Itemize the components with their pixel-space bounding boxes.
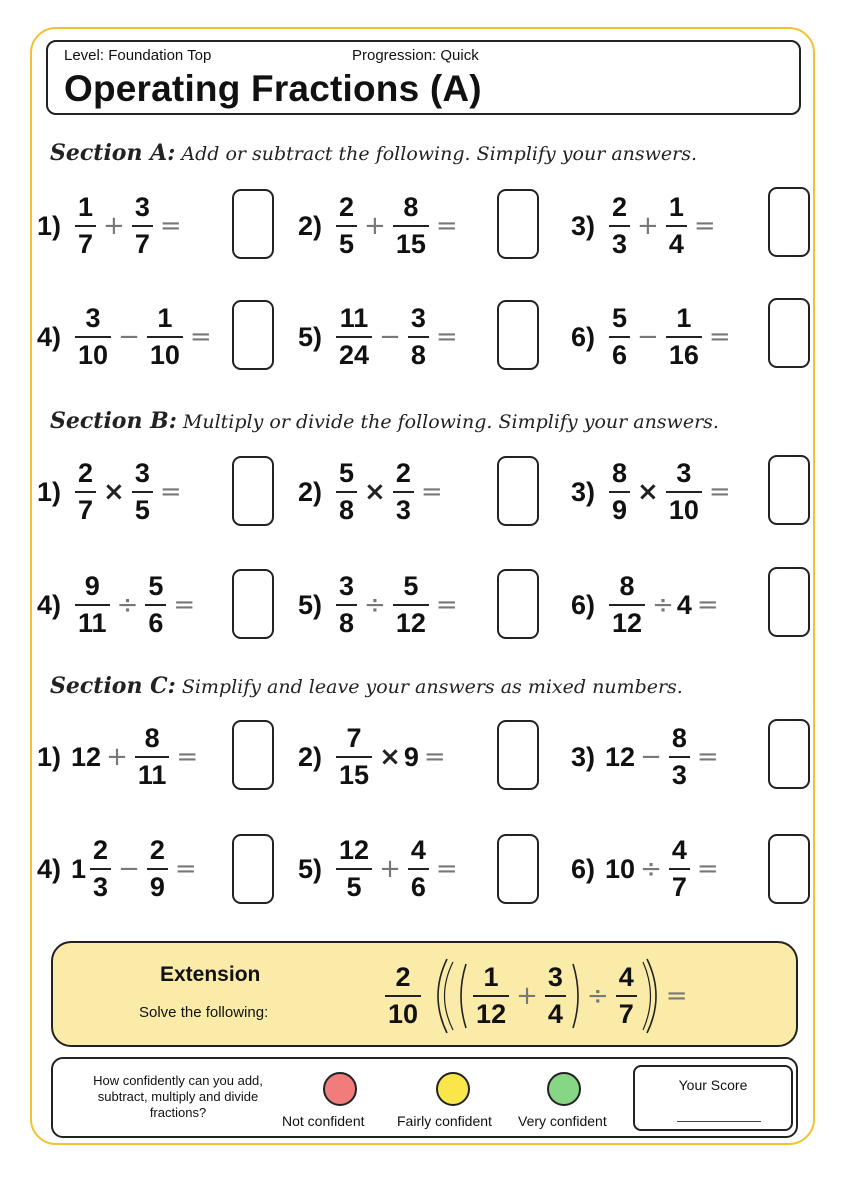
question-number: 3) — [571, 210, 596, 241]
multiply-sign: × — [364, 477, 386, 507]
question — [37, 829, 200, 909]
question-number: 2) — [298, 741, 323, 772]
question — [298, 717, 449, 797]
question — [298, 452, 446, 532]
equals-sign: = — [435, 322, 458, 352]
divide-sign: ÷ — [640, 854, 662, 884]
answer-box[interactable] — [768, 834, 810, 904]
equals-sign: = — [696, 854, 719, 884]
answer-box[interactable] — [232, 720, 274, 790]
equals-sign: = — [159, 211, 182, 241]
fraction-bar — [609, 225, 630, 227]
mixed-whole: 1 — [71, 853, 87, 884]
whole-number: 10 — [605, 853, 636, 884]
question-number: 4) — [37, 589, 62, 620]
question-number: 4) — [37, 321, 62, 352]
answer-box[interactable] — [232, 569, 274, 639]
fraction-bar — [75, 491, 96, 493]
fraction: $\frac{5}{6}$ — [609, 305, 630, 369]
question — [298, 186, 461, 266]
fraction-bar — [147, 868, 168, 870]
question-number: 1) — [37, 476, 62, 507]
equals-sign: = — [696, 590, 719, 620]
equals-sign: = — [435, 854, 458, 884]
whole-number: 4 — [676, 589, 692, 620]
fraction-bar — [473, 995, 509, 997]
fraction: $\frac{1}{7}$ — [75, 194, 96, 258]
fraction: $\frac{5}{8}$ — [336, 460, 357, 524]
fraction: $\frac{7}{15}$ — [336, 725, 372, 789]
equals-sign: = — [708, 477, 731, 507]
fraction-bar — [336, 604, 357, 606]
fraction-bar — [385, 995, 421, 997]
operator: + — [379, 854, 401, 884]
plus-sign: + — [516, 981, 538, 1011]
answer-box[interactable] — [768, 455, 810, 525]
question-number: 2) — [298, 476, 323, 507]
answer-box[interactable] — [497, 456, 539, 526]
fraction-bar — [75, 336, 111, 338]
fairly-confident-label: Fairly confident — [397, 1113, 492, 1129]
fraction-bar — [132, 491, 153, 493]
fraction-bar — [666, 225, 687, 227]
answer-box[interactable] — [497, 834, 539, 904]
fraction: $\frac{12}{5}$ — [336, 837, 372, 901]
fraction: $\frac{2}{3}$ — [90, 837, 111, 901]
fraction-bar — [408, 336, 429, 338]
level-label: Level: Foundation Top — [64, 47, 212, 64]
question-number: 3) — [571, 476, 596, 507]
question-number: 1) — [37, 210, 62, 241]
question-number: 6) — [571, 321, 596, 352]
fraction-bar — [147, 336, 183, 338]
equals-sign: = — [693, 211, 716, 241]
fraction-bar — [609, 491, 630, 493]
question — [37, 717, 201, 797]
fraction: $\frac{8}{11}$ — [135, 725, 170, 789]
very-confident-label: Very confident — [518, 1113, 607, 1129]
divide-sign: ÷ — [116, 590, 139, 620]
fraction: $\frac{4}{7}$ — [616, 964, 637, 1028]
fraction: $\frac{3}{8}$ — [336, 573, 357, 637]
divide-sign: ÷ — [364, 590, 386, 620]
operator: − — [118, 854, 140, 884]
fraction: $\frac{3}{7}$ — [132, 194, 153, 258]
question — [298, 829, 461, 909]
multiply-sign: × — [379, 742, 401, 772]
confidence-panel — [51, 1057, 798, 1138]
fraction-bar — [609, 336, 630, 338]
fraction: $\frac{1}{12}$ — [473, 964, 509, 1028]
question — [571, 297, 734, 377]
fraction: $\frac{5}{6}$ — [145, 573, 166, 637]
fraction: $\frac{8}{3}$ — [669, 725, 690, 789]
multiply-sign: × — [637, 477, 659, 507]
equals-sign: = — [696, 742, 719, 772]
fraction: $\frac{2}{10}$ — [385, 964, 421, 1028]
fraction: $\frac{3}{10}$ — [666, 460, 702, 524]
fraction: $\frac{3}{4}$ — [545, 964, 566, 1028]
divide-sign: ÷ — [586, 981, 609, 1011]
yellow-confidence-circle[interactable] — [436, 1072, 470, 1106]
fraction-bar — [393, 604, 429, 606]
divide-sign: ÷ — [652, 590, 674, 620]
question — [571, 829, 722, 909]
fraction-bar — [135, 756, 170, 758]
whole-number: 9 — [403, 741, 419, 772]
outer-left-paren — [425, 956, 455, 1036]
fraction-bar — [393, 491, 414, 493]
fraction-bar — [669, 756, 690, 758]
question-number: 4) — [37, 853, 62, 884]
fraction-bar — [132, 225, 153, 227]
section-a-heading: Section A: Add or subtract the following. Simplify your answers. — [50, 140, 698, 166]
multiply-sign: × — [103, 477, 125, 507]
fraction: $\frac{2}{3}$ — [393, 460, 414, 524]
fraction-bar — [666, 491, 702, 493]
fraction: $\frac{4}{6}$ — [408, 837, 429, 901]
fraction-bar — [408, 868, 429, 870]
whole-number: 12 — [605, 741, 636, 772]
equals-sign: = — [189, 322, 212, 352]
answer-box[interactable] — [232, 300, 274, 370]
fraction: $\frac{3}{10}$ — [75, 305, 111, 369]
question-number: 6) — [571, 853, 596, 884]
answer-box[interactable] — [768, 298, 810, 368]
extension-panel — [51, 941, 798, 1047]
fraction-bar — [545, 995, 566, 997]
question-number: 2) — [298, 210, 323, 241]
progression-label: Progression: Quick — [352, 47, 479, 64]
answer-box[interactable] — [497, 569, 539, 639]
fraction: $\frac{8}{15}$ — [393, 194, 429, 258]
fraction: $\frac{1}{4}$ — [666, 194, 687, 258]
worksheet-header — [46, 40, 801, 115]
fraction: $\frac{1}{10}$ — [147, 305, 183, 369]
fraction: $\frac{5}{12}$ — [393, 573, 429, 637]
score-box[interactable] — [633, 1065, 793, 1131]
fraction-bar — [336, 225, 357, 227]
equals-sign: = — [435, 211, 458, 241]
question-number: 6) — [571, 589, 596, 620]
fraction: $\frac{1}{16}$ — [666, 305, 702, 369]
equals-sign: = — [420, 477, 443, 507]
answer-box[interactable] — [232, 834, 274, 904]
equals-sign: = — [435, 590, 458, 620]
operator: + — [637, 211, 659, 241]
confidence-question: How confidently can you add, subtract, multiply and divide fractions? — [93, 1073, 263, 1120]
outer-right-paren — [641, 956, 663, 1036]
equals-sign: = — [176, 742, 199, 772]
green-confidence-circle[interactable] — [547, 1072, 581, 1106]
fraction-bar — [90, 868, 111, 870]
answer-box[interactable] — [497, 300, 539, 370]
fraction: $\frac{3}{5}$ — [132, 460, 153, 524]
not-confident-label: Not confident — [282, 1113, 365, 1129]
fraction: $\frac{11}{24}$ — [336, 305, 372, 369]
fraction-bar — [393, 225, 429, 227]
score-line — [677, 1121, 761, 1122]
answer-box[interactable] — [497, 189, 539, 259]
operator: + — [103, 211, 125, 241]
question — [571, 717, 722, 797]
question-number: 1) — [37, 741, 62, 772]
section-b-heading: Section B: Multiply or divide the following. Simplify your answers. — [50, 408, 719, 434]
question — [571, 452, 734, 532]
fraction-bar — [336, 868, 372, 870]
question — [298, 297, 461, 377]
extension-subtitle: Solve the following: — [139, 1004, 269, 1021]
answer-box[interactable] — [232, 456, 274, 526]
operator: + — [364, 211, 386, 241]
question-number: 5) — [298, 321, 323, 352]
question — [37, 452, 185, 532]
fraction-bar — [336, 336, 372, 338]
extension-expression — [381, 953, 691, 1039]
answer-box[interactable] — [768, 719, 810, 789]
fraction-bar — [145, 604, 166, 606]
question-number: 5) — [298, 853, 323, 884]
fraction-bar — [669, 868, 690, 870]
inner-left-paren — [455, 961, 469, 1031]
question — [37, 297, 215, 377]
fraction: $\frac{3}{8}$ — [408, 305, 429, 369]
operator: + — [106, 742, 128, 772]
inner-right-paren — [570, 961, 584, 1031]
equals-sign: = — [173, 590, 196, 620]
page-title: Operating Fractions (A) — [64, 68, 482, 109]
question — [571, 565, 722, 645]
fraction: $\frac{2}{3}$ — [609, 194, 630, 258]
answer-box[interactable] — [232, 189, 274, 259]
answer-box[interactable] — [768, 187, 810, 257]
section-c-heading: Section C: Simplify and leave your answers as mixed numbers. — [50, 673, 683, 699]
question — [37, 565, 198, 645]
fraction: $\frac{2}{5}$ — [336, 194, 357, 258]
question — [298, 565, 461, 645]
fraction-bar — [336, 491, 357, 493]
operator: − — [637, 322, 659, 352]
fraction: $\frac{8}{9}$ — [609, 460, 630, 524]
equals-sign: = — [423, 742, 446, 772]
fraction-bar — [75, 604, 110, 606]
score-label: Your Score — [678, 1077, 748, 1093]
fraction: $\frac{9}{11}$ — [75, 573, 110, 637]
equals-sign: = — [174, 854, 197, 884]
operator: − — [118, 322, 140, 352]
fraction: $\frac{4}{7}$ — [669, 837, 690, 901]
fraction-bar — [336, 756, 372, 758]
fraction-bar — [609, 604, 645, 606]
fraction-bar — [666, 336, 702, 338]
whole-number: 12 — [71, 741, 102, 772]
fraction: $\frac{2}{9}$ — [147, 837, 168, 901]
operator: − — [379, 322, 401, 352]
fraction-bar — [75, 225, 96, 227]
question-number: 3) — [571, 741, 596, 772]
equals-sign: = — [159, 477, 182, 507]
equals-sign: = — [708, 322, 731, 352]
extension-title: Extension — [160, 963, 261, 986]
equals-sign: = — [665, 981, 688, 1011]
answer-box[interactable] — [497, 720, 539, 790]
question — [37, 186, 185, 266]
fraction: $\frac{8}{12}$ — [609, 573, 645, 637]
question-number: 5) — [298, 589, 323, 620]
operator: − — [640, 742, 662, 772]
red-confidence-circle[interactable] — [323, 1072, 357, 1106]
answer-box[interactable] — [768, 567, 810, 637]
fraction-bar — [616, 995, 637, 997]
fraction: $\frac{2}{7}$ — [75, 460, 96, 524]
question — [571, 186, 719, 266]
